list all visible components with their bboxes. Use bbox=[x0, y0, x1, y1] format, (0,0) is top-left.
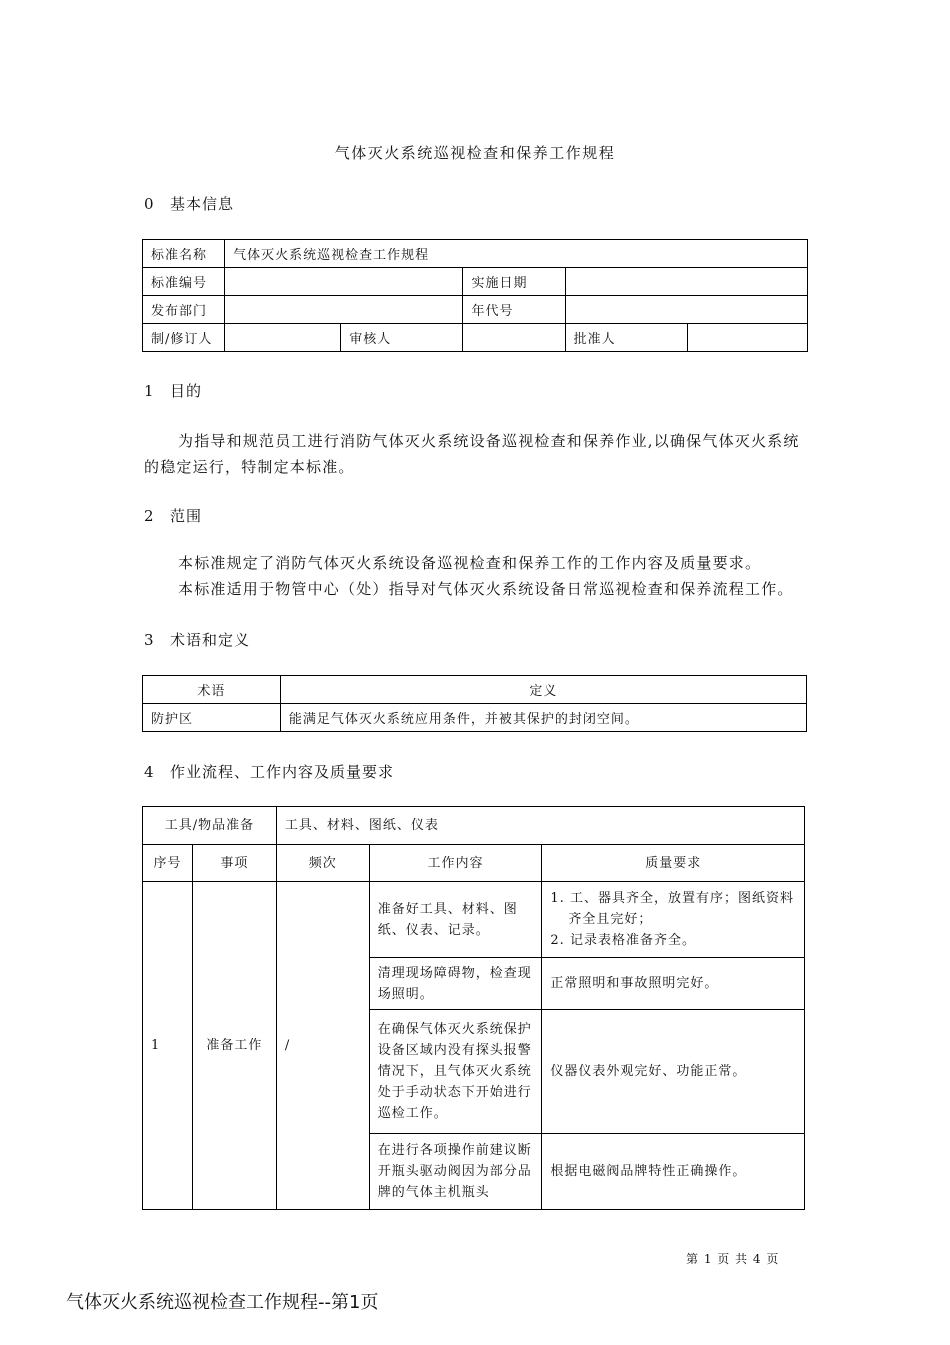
section-3-number: 3 bbox=[144, 631, 155, 649]
quality-cell: 正常照明和事故照明完好。 bbox=[542, 958, 805, 1010]
std-no-value bbox=[225, 268, 463, 296]
quality-cell: 仪器仪表外观完好、功能正常。 bbox=[542, 1010, 805, 1134]
section-4-title: 作业流程、工作内容及质量要求 bbox=[170, 763, 395, 781]
page-footer: 第 1 页 共 4 页 bbox=[686, 1252, 780, 1266]
reviewer-value bbox=[463, 324, 565, 352]
section-3-heading bbox=[144, 629, 250, 650]
approver-value bbox=[687, 324, 807, 352]
row-freq: / bbox=[276, 882, 369, 1210]
section-2-title: 范围 bbox=[170, 507, 203, 525]
content-cell: 在进行各项操作前建议断开瓶头驱动阀因为部分品牌的气体主机瓶头 bbox=[369, 1134, 542, 1210]
quality-item: 1. 工、器具齐全，放置有序；图纸资料齐全且完好； bbox=[550, 891, 794, 927]
header-no: 序号 bbox=[143, 845, 193, 882]
quality-item: 2. 记录表格准备齐全。 bbox=[550, 933, 696, 948]
terms-header-term: 术语 bbox=[143, 676, 281, 704]
basic-info-table bbox=[142, 239, 808, 352]
table-row bbox=[143, 882, 805, 958]
content-cell: 准备好工具、材料、图纸、仪表、记录。 bbox=[369, 882, 542, 958]
header-freq: 频次 bbox=[276, 845, 369, 882]
std-name-label: 标准名称 bbox=[143, 240, 225, 268]
dept-value bbox=[225, 296, 463, 324]
content-cell: 清理现场障碍物，检查现场照明。 bbox=[369, 958, 542, 1010]
section-1-number: 1 bbox=[144, 382, 155, 400]
author-label: 制/修订人 bbox=[143, 324, 225, 352]
section-0-heading bbox=[144, 193, 234, 214]
row-no: 1 bbox=[143, 882, 193, 1210]
term-cell: 防护区 bbox=[143, 704, 281, 732]
impl-date-label: 实施日期 bbox=[463, 268, 565, 296]
process-table bbox=[142, 806, 805, 1210]
approver-label: 批准人 bbox=[565, 324, 687, 352]
header-quality: 质量要求 bbox=[542, 845, 805, 882]
row-item: 准备工作 bbox=[192, 882, 276, 1210]
prep-label: 工具/物品准备 bbox=[143, 807, 277, 845]
header-content: 工作内容 bbox=[369, 845, 542, 882]
section-3-title: 术语和定义 bbox=[170, 631, 251, 649]
page-caption: 气体灭火系统巡视检查工作规程--第1页 bbox=[66, 1292, 379, 1313]
year-label: 年代号 bbox=[463, 296, 565, 324]
section-2-heading bbox=[144, 505, 202, 526]
std-no-label: 标准编号 bbox=[143, 268, 225, 296]
paragraph: 本标准适用于物管中心（处）指导对气体灭火系统设备日常巡视检查和保养流程工作。 bbox=[178, 580, 794, 598]
definition-cell: 能满足气体灭火系统应用条件，并被其保护的封闭空间。 bbox=[280, 704, 806, 732]
year-value bbox=[565, 296, 807, 324]
content-cell: 在确保气体灭火系统保护设备区域内没有探头报警情况下，且气体灭火系统处于手动状态下开始进行巡检工作。 bbox=[369, 1010, 542, 1134]
quality-cell: 根据电磁阀品牌特性正确操作。 bbox=[542, 1134, 805, 1210]
section-2-number: 2 bbox=[144, 507, 155, 525]
impl-date-value bbox=[565, 268, 807, 296]
terms-header-definition: 定义 bbox=[280, 676, 806, 704]
section-0-title: 基本信息 bbox=[170, 195, 235, 213]
section-1-body bbox=[144, 428, 812, 480]
prep-value: 工具、材料、图纸、仪表 bbox=[276, 807, 804, 845]
header-item: 事项 bbox=[192, 845, 276, 882]
reviewer-label: 审核人 bbox=[341, 324, 463, 352]
section-0-number: 0 bbox=[144, 195, 155, 213]
paragraph: 为指导和规范员工进行消防气体灭火系统设备巡视检查和保养作业,以确保气体灭火系统的稳定运行，特制定本标准。 bbox=[144, 432, 800, 476]
section-1-title: 目的 bbox=[170, 382, 203, 400]
quality-cell bbox=[542, 882, 805, 958]
section-2-body bbox=[144, 550, 824, 602]
section-4-heading bbox=[144, 761, 394, 782]
dept-label: 发布部门 bbox=[143, 296, 225, 324]
table-row bbox=[143, 704, 807, 732]
std-name-value: 气体灭火系统巡视检查工作规程 bbox=[225, 240, 808, 268]
section-4-number: 4 bbox=[144, 763, 155, 781]
paragraph: 本标准规定了消防气体灭火系统设备巡视检查和保养工作的工作内容及质量要求。 bbox=[178, 554, 762, 572]
author-value bbox=[225, 324, 341, 352]
section-1-heading bbox=[144, 380, 202, 401]
document-title: 气体灭火系统巡视检查和保养工作规程 bbox=[334, 144, 616, 162]
terms-table bbox=[142, 675, 807, 732]
